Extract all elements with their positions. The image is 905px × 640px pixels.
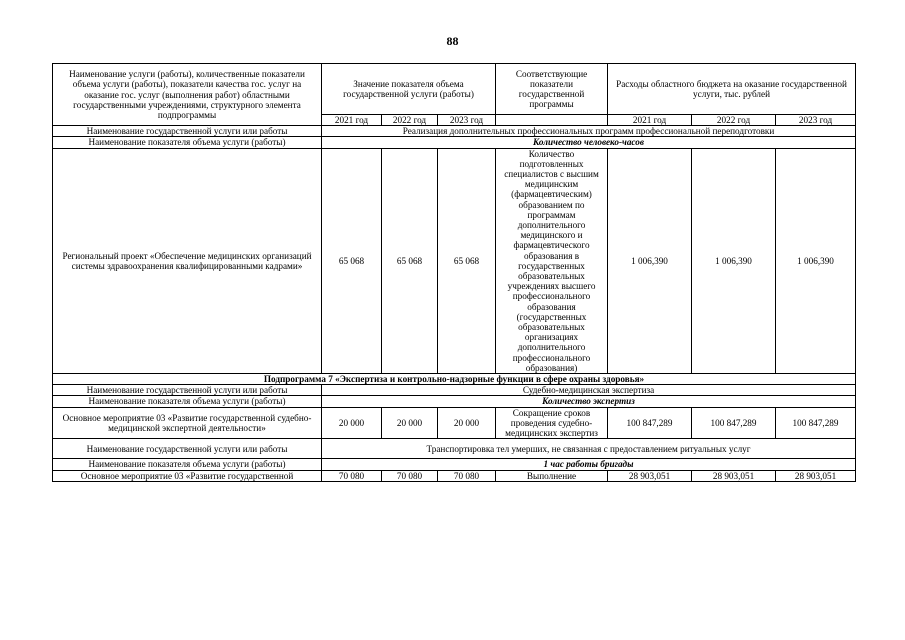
year-cell: 2021 год xyxy=(608,115,692,126)
indicator-row xyxy=(53,137,856,148)
value-2023: 65 068 xyxy=(438,148,496,373)
value-2022: 20 000 xyxy=(382,407,438,439)
match-indicator: Выполнение xyxy=(496,470,608,481)
expense-2023: 28 903,051 xyxy=(776,470,856,481)
header-expense-cell: Расходы областного бюджета на оказание государственной услуги, тыс. рублей xyxy=(608,64,856,115)
indicator-label: Наименование показателя объема услуги (работы) xyxy=(53,137,322,148)
indicator-label: Наименование показателя объема услуги (работы) xyxy=(53,396,322,407)
indicator-row xyxy=(53,459,856,470)
service-value: Реализация дополнительных профессиональных программ профессиональной переподготовки xyxy=(322,126,856,137)
indicator-value: 1 час работы бригады xyxy=(322,459,856,470)
data-row xyxy=(53,148,856,373)
page-number: 88 xyxy=(446,34,459,48)
header-row xyxy=(53,64,856,115)
row-name: Региональный проект «Обеспечение медицинских организаций системы здравоохранения квалифицированными кадрами» xyxy=(53,148,322,373)
service-value: Транспортировка тел умерших, не связанная с предоставлением ритуальных услуг xyxy=(322,439,856,459)
service-label: Наименование государственной услуги или работы xyxy=(53,439,322,459)
expense-2022: 28 903,051 xyxy=(692,470,776,481)
indicator-value: Количество человеко-часов xyxy=(322,137,856,148)
match-indicator: Сокращение сроков проведения судебно-медицинских экспертиз xyxy=(496,407,608,439)
value-2023: 70 080 xyxy=(438,470,496,481)
match-indicator: Количество подготовленных специалистов с высшим медицинским (фармацевтическим) образованием по программам дополнительного медицинского и фармацевтического образования в государственных образовательных учреждениях высшего профессионального образования (государственных образовательных организациях дополнительного профессионального образования) xyxy=(496,148,608,373)
header-value-cell: Значение показателя объема государственной услуги (работы) xyxy=(322,64,496,115)
year-cell: 2021 год xyxy=(322,115,382,126)
service-row xyxy=(53,385,856,396)
service-label: Наименование государственной услуги или работы xyxy=(53,385,322,396)
header-match-cell: Соответствующие показатели государственной программы xyxy=(496,64,608,115)
expense-2021: 28 903,051 xyxy=(608,470,692,481)
expense-2022: 1 006,390 xyxy=(692,148,776,373)
service-row xyxy=(53,126,856,137)
empty-cell xyxy=(496,115,608,126)
row-name: Основное мероприятие 03 «Развитие государственной судебно-медицинской экспертной деятельности» xyxy=(53,407,322,439)
year-cell: 2023 год xyxy=(776,115,856,126)
data-row xyxy=(53,470,856,481)
expense-2021: 100 847,289 xyxy=(608,407,692,439)
data-row xyxy=(53,407,856,439)
services-table xyxy=(52,63,856,482)
value-2023: 20 000 xyxy=(438,407,496,439)
expense-2023: 1 006,390 xyxy=(776,148,856,373)
header-name-cell: Наименование услуги (работы), количественные показатели объема услуги (работы), показатели качества гос. услуг на оказание гос. услуг (выполнения работ) областными государственными учреждениями, структурного элемента подпрограммы xyxy=(53,64,322,126)
service-value: Судебно-медицинская экспертиза xyxy=(322,385,856,396)
year-cell: 2023 год xyxy=(438,115,496,126)
value-2021: 65 068 xyxy=(322,148,382,373)
expense-2022: 100 847,289 xyxy=(692,407,776,439)
indicator-label: Наименование показателя объема услуги (работы) xyxy=(53,459,322,470)
value-2021: 70 080 xyxy=(322,470,382,481)
subprogram-title: Подпрограмма 7 «Экспертиза и контрольно-надзорные функции в сфере охраны здоровья» xyxy=(53,374,856,385)
value-2022: 70 080 xyxy=(382,470,438,481)
value-2021: 20 000 xyxy=(322,407,382,439)
row-name: Основное мероприятие 03 «Развитие государственной xyxy=(53,470,322,481)
expense-2021: 1 006,390 xyxy=(608,148,692,373)
service-row xyxy=(53,439,856,459)
subprogram-row xyxy=(53,374,856,385)
indicator-value: Количество экспертиз xyxy=(322,396,856,407)
indicator-row xyxy=(53,396,856,407)
year-cell: 2022 год xyxy=(692,115,776,126)
value-2022: 65 068 xyxy=(382,148,438,373)
expense-2023: 100 847,289 xyxy=(776,407,856,439)
service-label: Наименование государственной услуги или работы xyxy=(53,126,322,137)
year-cell: 2022 год xyxy=(382,115,438,126)
